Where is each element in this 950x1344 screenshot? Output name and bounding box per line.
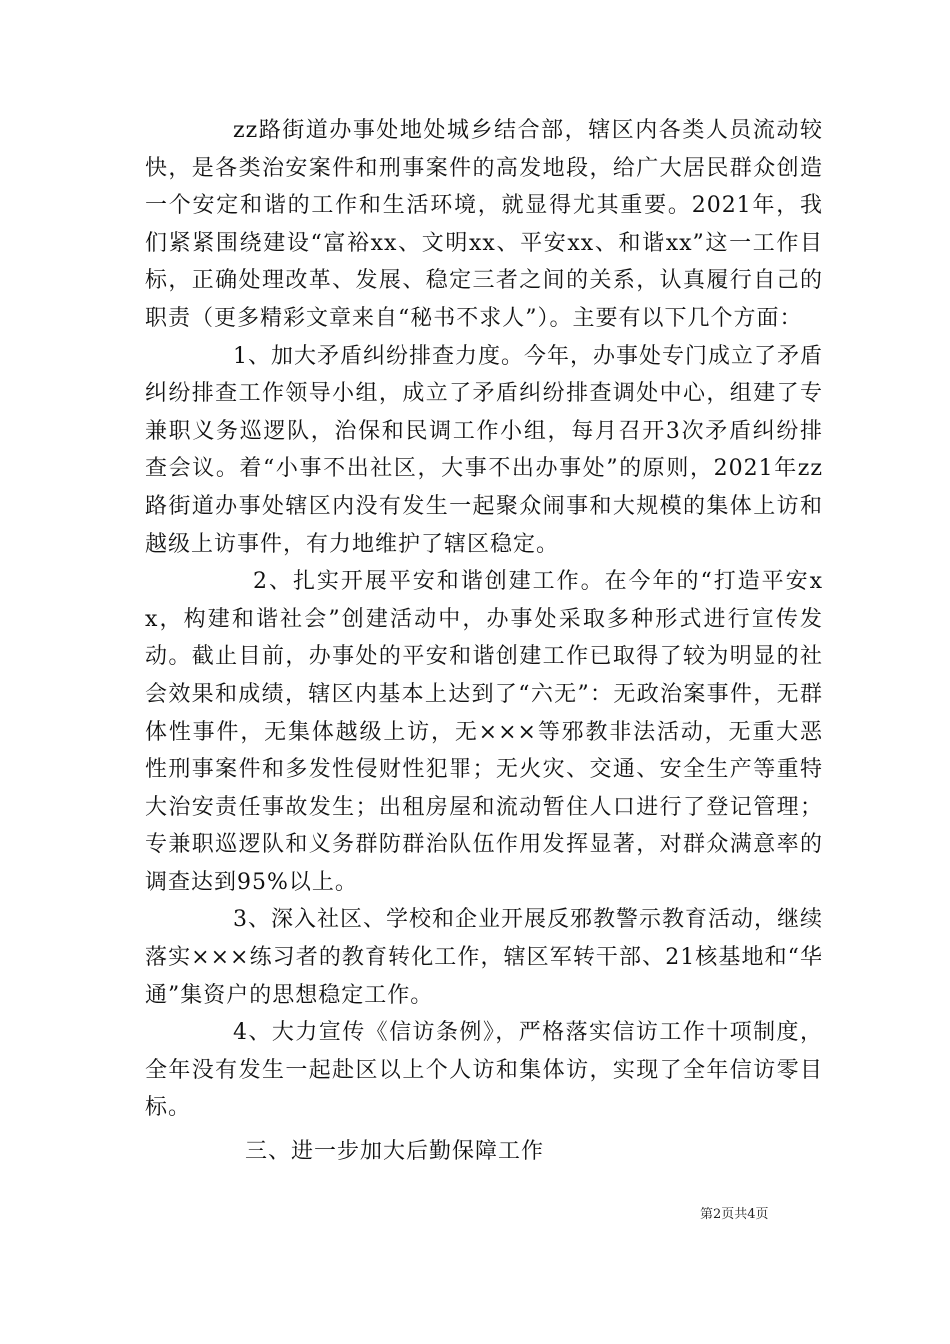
page-number-footer: 第2页共4页 [700, 1207, 769, 1222]
item-2-paragraph: 2、扎实开展平安和谐创建工作。在今年的“打造平安xx，构建和谐社会”创建活动中，办事处采取多种形式进行宣传发动。截止目前，办事处的平安和谐创建工作已取得了较为明显的社会效果和成绩，辖区内基本上达到了“六无”：无政治案事件，无群体性事件，无集体越级上访，无×××等邪教非法活动，无重大恶性刑事案件和多发性侵财性犯罪；无火灾、交通、安全生产等重特大治安责任事故发生；出租房屋和流动暂住人口进行了登记管理；专兼职巡逻队和义务群防群治队伍作用发挥显著，对群众满意率的调查达到95%以上。 [145, 569, 823, 895]
document-body [145, 112, 823, 1171]
item-4-paragraph: 4、大力宣传《信访条例》，严格落实信访工作十项制度，全年没有发生一起赴区以上个人访和集体访，实现了全年信访零目标。 [145, 1020, 823, 1121]
item-3-paragraph: 3、深入社区、学校和企业开展反邪教警示教育活动，继续落实×××练习者的教育转化工作，辖区军转干部、21核基地和“华通”集资户的思想稳定工作。 [145, 907, 823, 1008]
section-heading: 三、进一步加大后勤保障工作 [245, 1139, 545, 1165]
intro-paragraph: zz路街道办事处地处城乡结合部，辖区内各类人员流动较快，是各类治安案件和刑事案件的高发地段，给广大居民群众创造一个安定和谐的工作和生活环境，就显得尤其重要。2021年，我们紧紧围绕建设“富裕xx、文明xx、平安xx、和谐xx”这一工作目标，正确处理改革、发展、稳定三者之间的关系，认真履行自己的职责（更多精彩文章来自“秘书不求人”）。主要有以下几个方面： [145, 118, 823, 331]
item-1-paragraph: 1、加大矛盾纠纷排查力度。今年，办事处专门成立了矛盾纠纷排查工作领导小组，成立了矛盾纠纷排查调处中心，组建了专兼职义务巡逻队，治保和民调工作小组，每月召开3次矛盾纠纷排查会议。着“小事不出社区，大事不出办事处”的原则，2021年zz路街道办事处辖区内没有发生一起聚众闹事和大规模的集体上访和越级上访事件，有力地维护了辖区稳定。 [145, 343, 823, 557]
